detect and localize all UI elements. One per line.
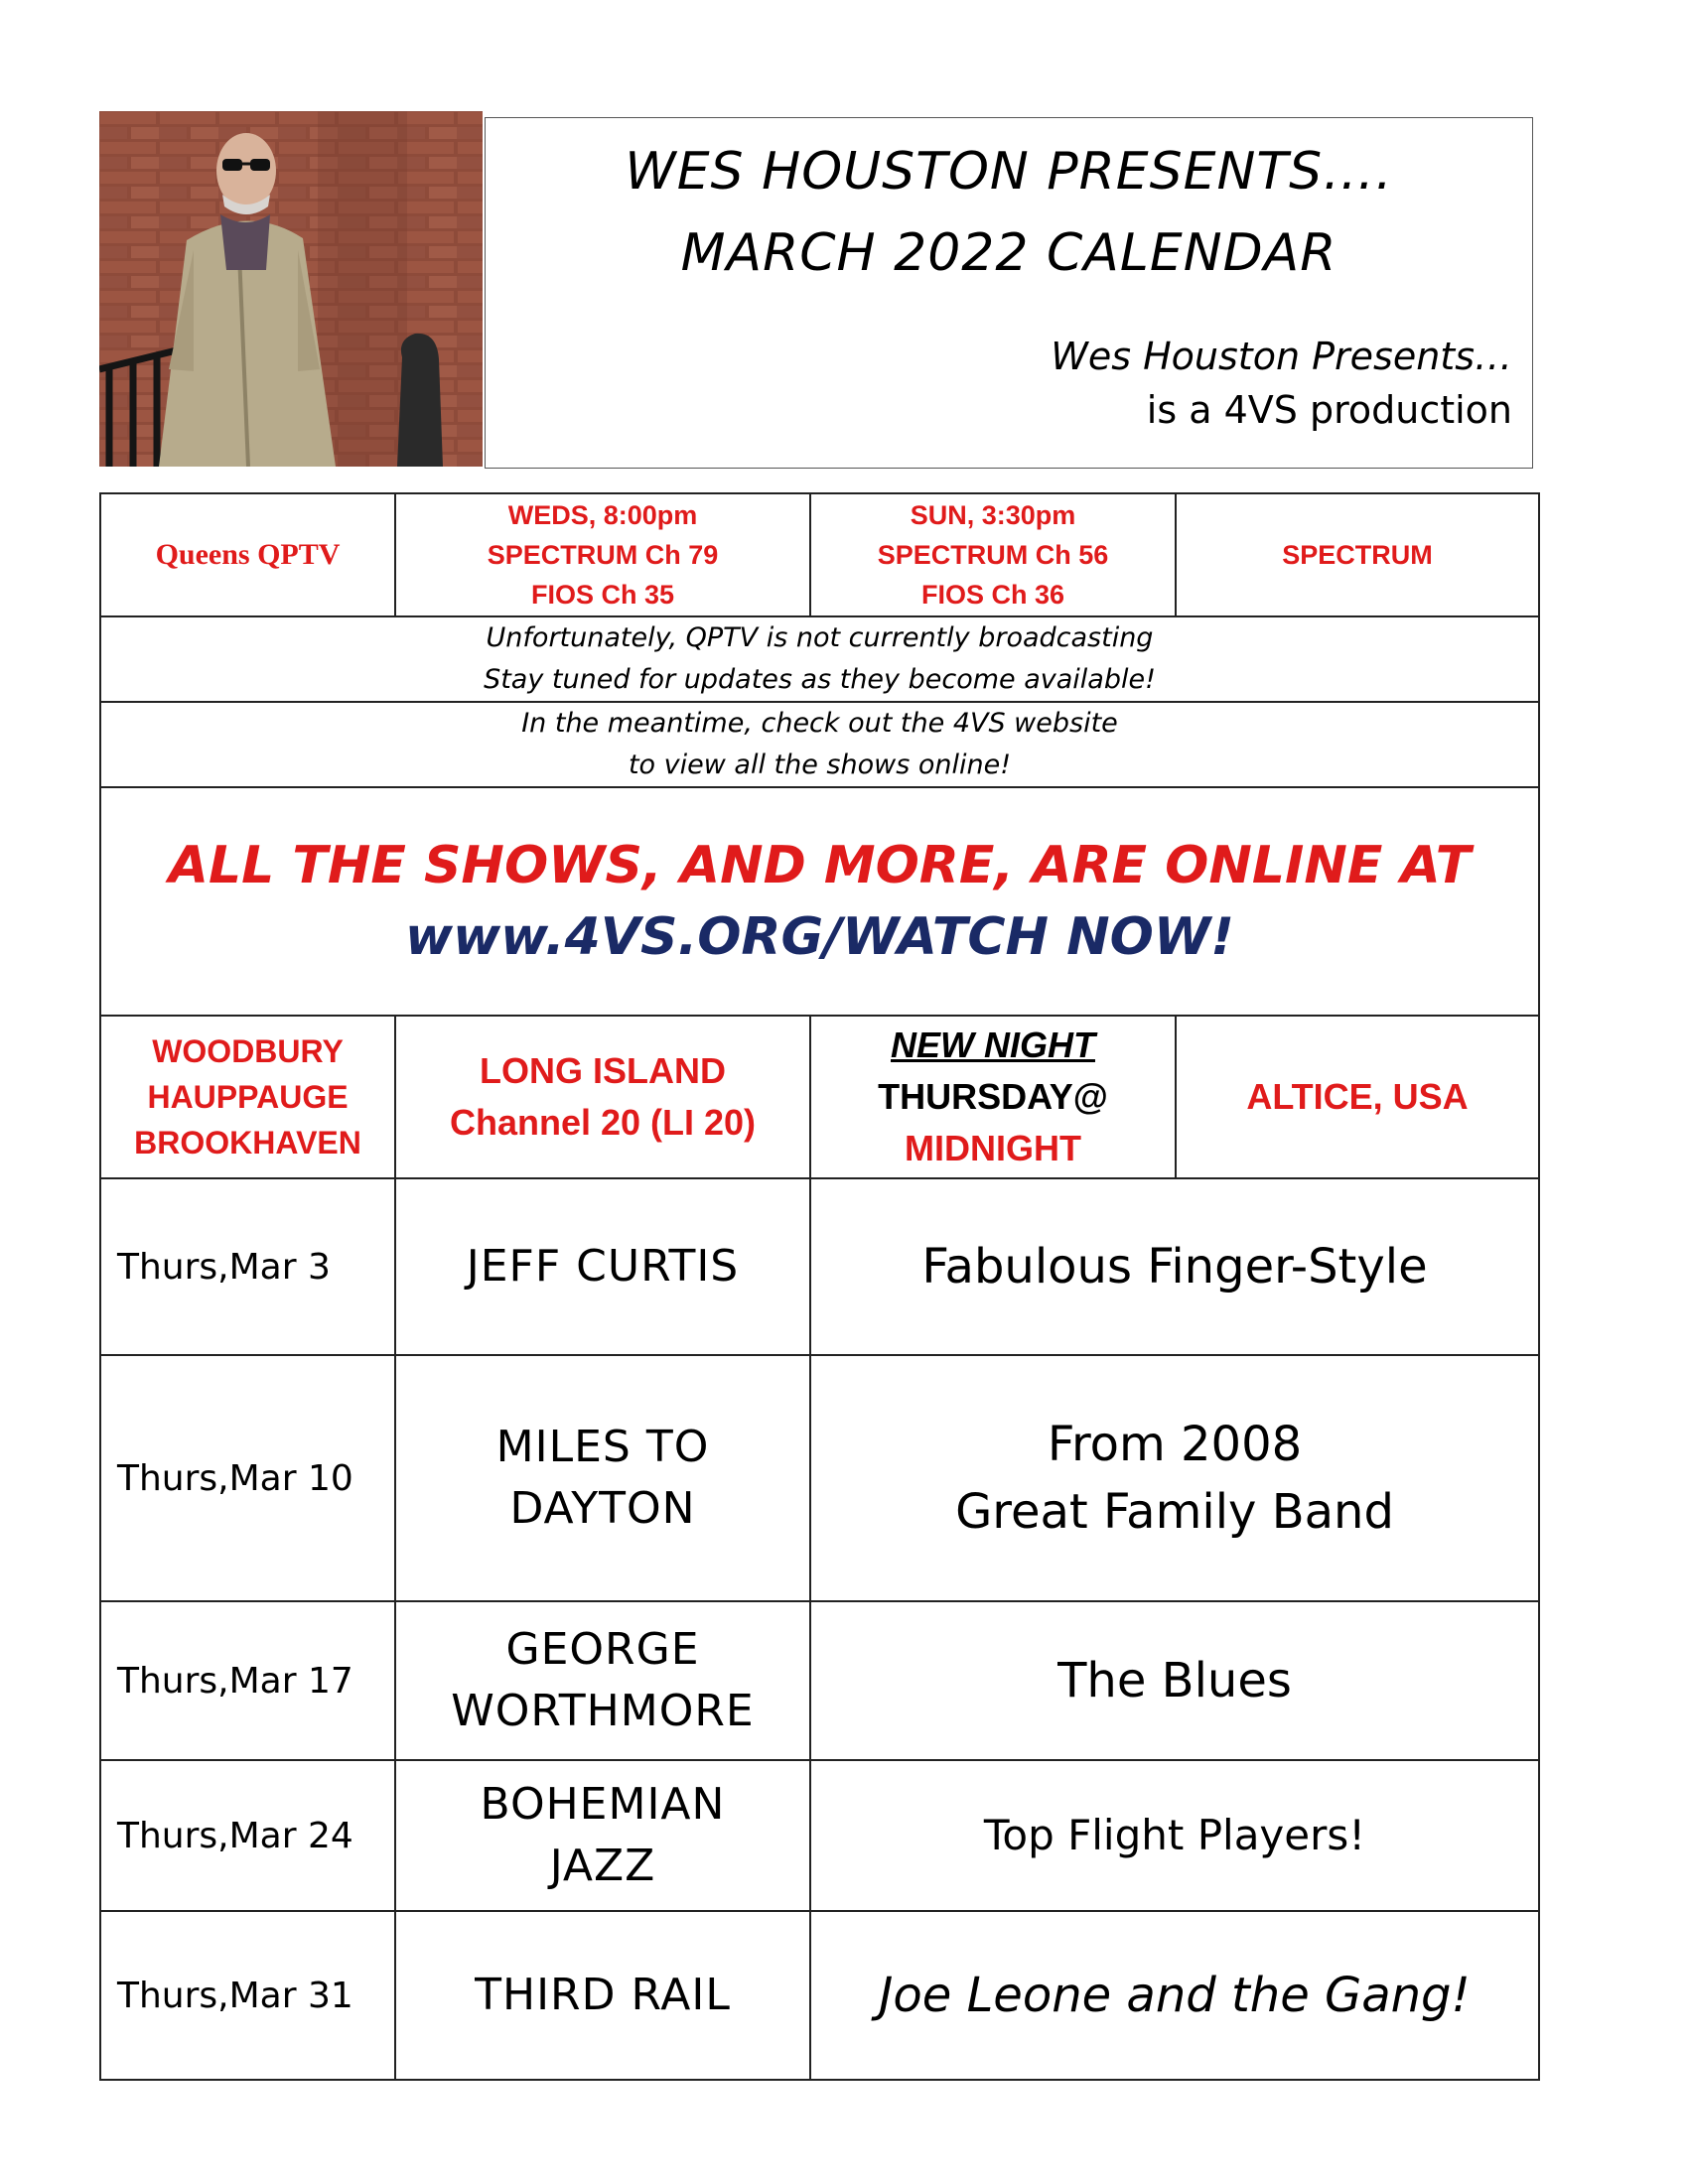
show-row [100, 1178, 1539, 1355]
description-line: From 2008 [1047, 1417, 1303, 1472]
notice-website [100, 702, 1539, 787]
show-date: Thurs,Mar 31 [100, 1911, 395, 2080]
artist-line: BOHEMIAN [480, 1779, 726, 1830]
description-line: The Blues [1057, 1653, 1292, 1708]
li-towns [100, 1016, 395, 1178]
artist-line: WORTHMORE [451, 1686, 755, 1736]
queens-row [100, 493, 1539, 616]
show-artist [395, 1178, 810, 1355]
town-name: WOODBURY [152, 1033, 344, 1069]
online-url-link[interactable]: www.4VS.ORG/WATCH NOW! [405, 907, 1234, 967]
long-island-row [100, 1016, 1539, 1178]
subtitle-production: is a 4VS production [1146, 388, 1512, 432]
show-description [810, 1601, 1539, 1760]
online-headline: ALL THE SHOWS, AND MORE, ARE ONLINE AT [168, 836, 1472, 895]
online-banner [100, 787, 1539, 1016]
show-artist [395, 1355, 810, 1601]
show-description [810, 1355, 1539, 1601]
notice-line: to view all the shows online! [628, 750, 1012, 780]
notice-line: Stay tuned for updates as they become available! [484, 664, 1156, 695]
artist-line: THIRD RAIL [475, 1970, 731, 2020]
online-row [100, 787, 1539, 1016]
sun-spectrum: SPECTRUM Ch 56 [877, 540, 1109, 570]
sun-time: SUN, 3:30pm [910, 500, 1076, 530]
queens-provider: SPECTRUM [1176, 493, 1539, 616]
show-date: Thurs,Mar 10 [100, 1355, 395, 1601]
li-provider: ALTICE, USA [1176, 1016, 1539, 1178]
description-line: Joe Leone and the Gang! [879, 1968, 1471, 2023]
artist-line: JEFF CURTIS [466, 1241, 740, 1292]
weds-slot [395, 493, 810, 616]
li-channel-name: LONG ISLAND [480, 1050, 726, 1091]
description-line: Fabulous Finger-Style [921, 1239, 1428, 1295]
queens-label: Queens QPTV [100, 493, 395, 616]
notice-not-broadcasting [100, 616, 1539, 702]
town-name: BROOKHAVEN [134, 1125, 361, 1160]
weds-fios: FIOS Ch 35 [530, 580, 675, 610]
show-row [100, 1911, 1539, 2080]
subtitle-show: Wes Houston Presents… [1051, 335, 1512, 378]
show-row [100, 1355, 1539, 1601]
artist-line: JAZZ [549, 1841, 656, 1891]
new-night-label: NEW NIGHT [891, 1024, 1095, 1065]
host-photo-illustration [99, 111, 483, 467]
show-description [810, 1911, 1539, 2080]
notice-line: Unfortunately, QPTV is not currently broadcasting [486, 622, 1154, 653]
page-title: WES HOUSTON PRESENTS…. [625, 142, 1393, 202]
weds-time: WEDS, 8:00pm [507, 500, 698, 530]
show-description [810, 1178, 1539, 1355]
show-description [810, 1760, 1539, 1911]
host-photo [99, 111, 483, 467]
show-artist [395, 1601, 810, 1760]
show-artist [395, 1760, 810, 1911]
notice-line: In the meantime, check out the 4VS website [521, 708, 1118, 739]
li-channel [395, 1016, 810, 1178]
show-date: Thurs,Mar 24 [100, 1760, 395, 1911]
sun-fios: FIOS Ch 36 [920, 580, 1065, 610]
artist-line: GEORGE [505, 1624, 700, 1675]
show-date: Thurs,Mar 17 [100, 1601, 395, 1760]
title-box [485, 117, 1533, 469]
notice-row-2 [100, 702, 1539, 787]
air-time: MIDNIGHT [905, 1128, 1081, 1168]
air-day: THURSDAY@ [878, 1076, 1108, 1117]
show-date: Thurs,Mar 3 [100, 1178, 395, 1355]
sun-slot [810, 493, 1176, 616]
li-airtime [810, 1016, 1176, 1178]
show-row [100, 1601, 1539, 1760]
li-channel-number: Channel 20 (LI 20) [449, 1102, 757, 1143]
show-row [100, 1760, 1539, 1911]
artist-line: MILES TO [495, 1422, 710, 1472]
description-line: Top Flight Players! [983, 1811, 1366, 1859]
calendar-title: MARCH 2022 CALENDAR [680, 223, 1337, 283]
weds-spectrum: SPECTRUM Ch 79 [487, 540, 719, 570]
description-line: Great Family Band [955, 1484, 1394, 1540]
town-name: HAUPPAUGE [147, 1079, 349, 1115]
artist-line: DAYTON [509, 1483, 696, 1534]
notice-row-1 [100, 616, 1539, 702]
schedule-table [99, 492, 1540, 2081]
show-artist [395, 1911, 810, 2080]
